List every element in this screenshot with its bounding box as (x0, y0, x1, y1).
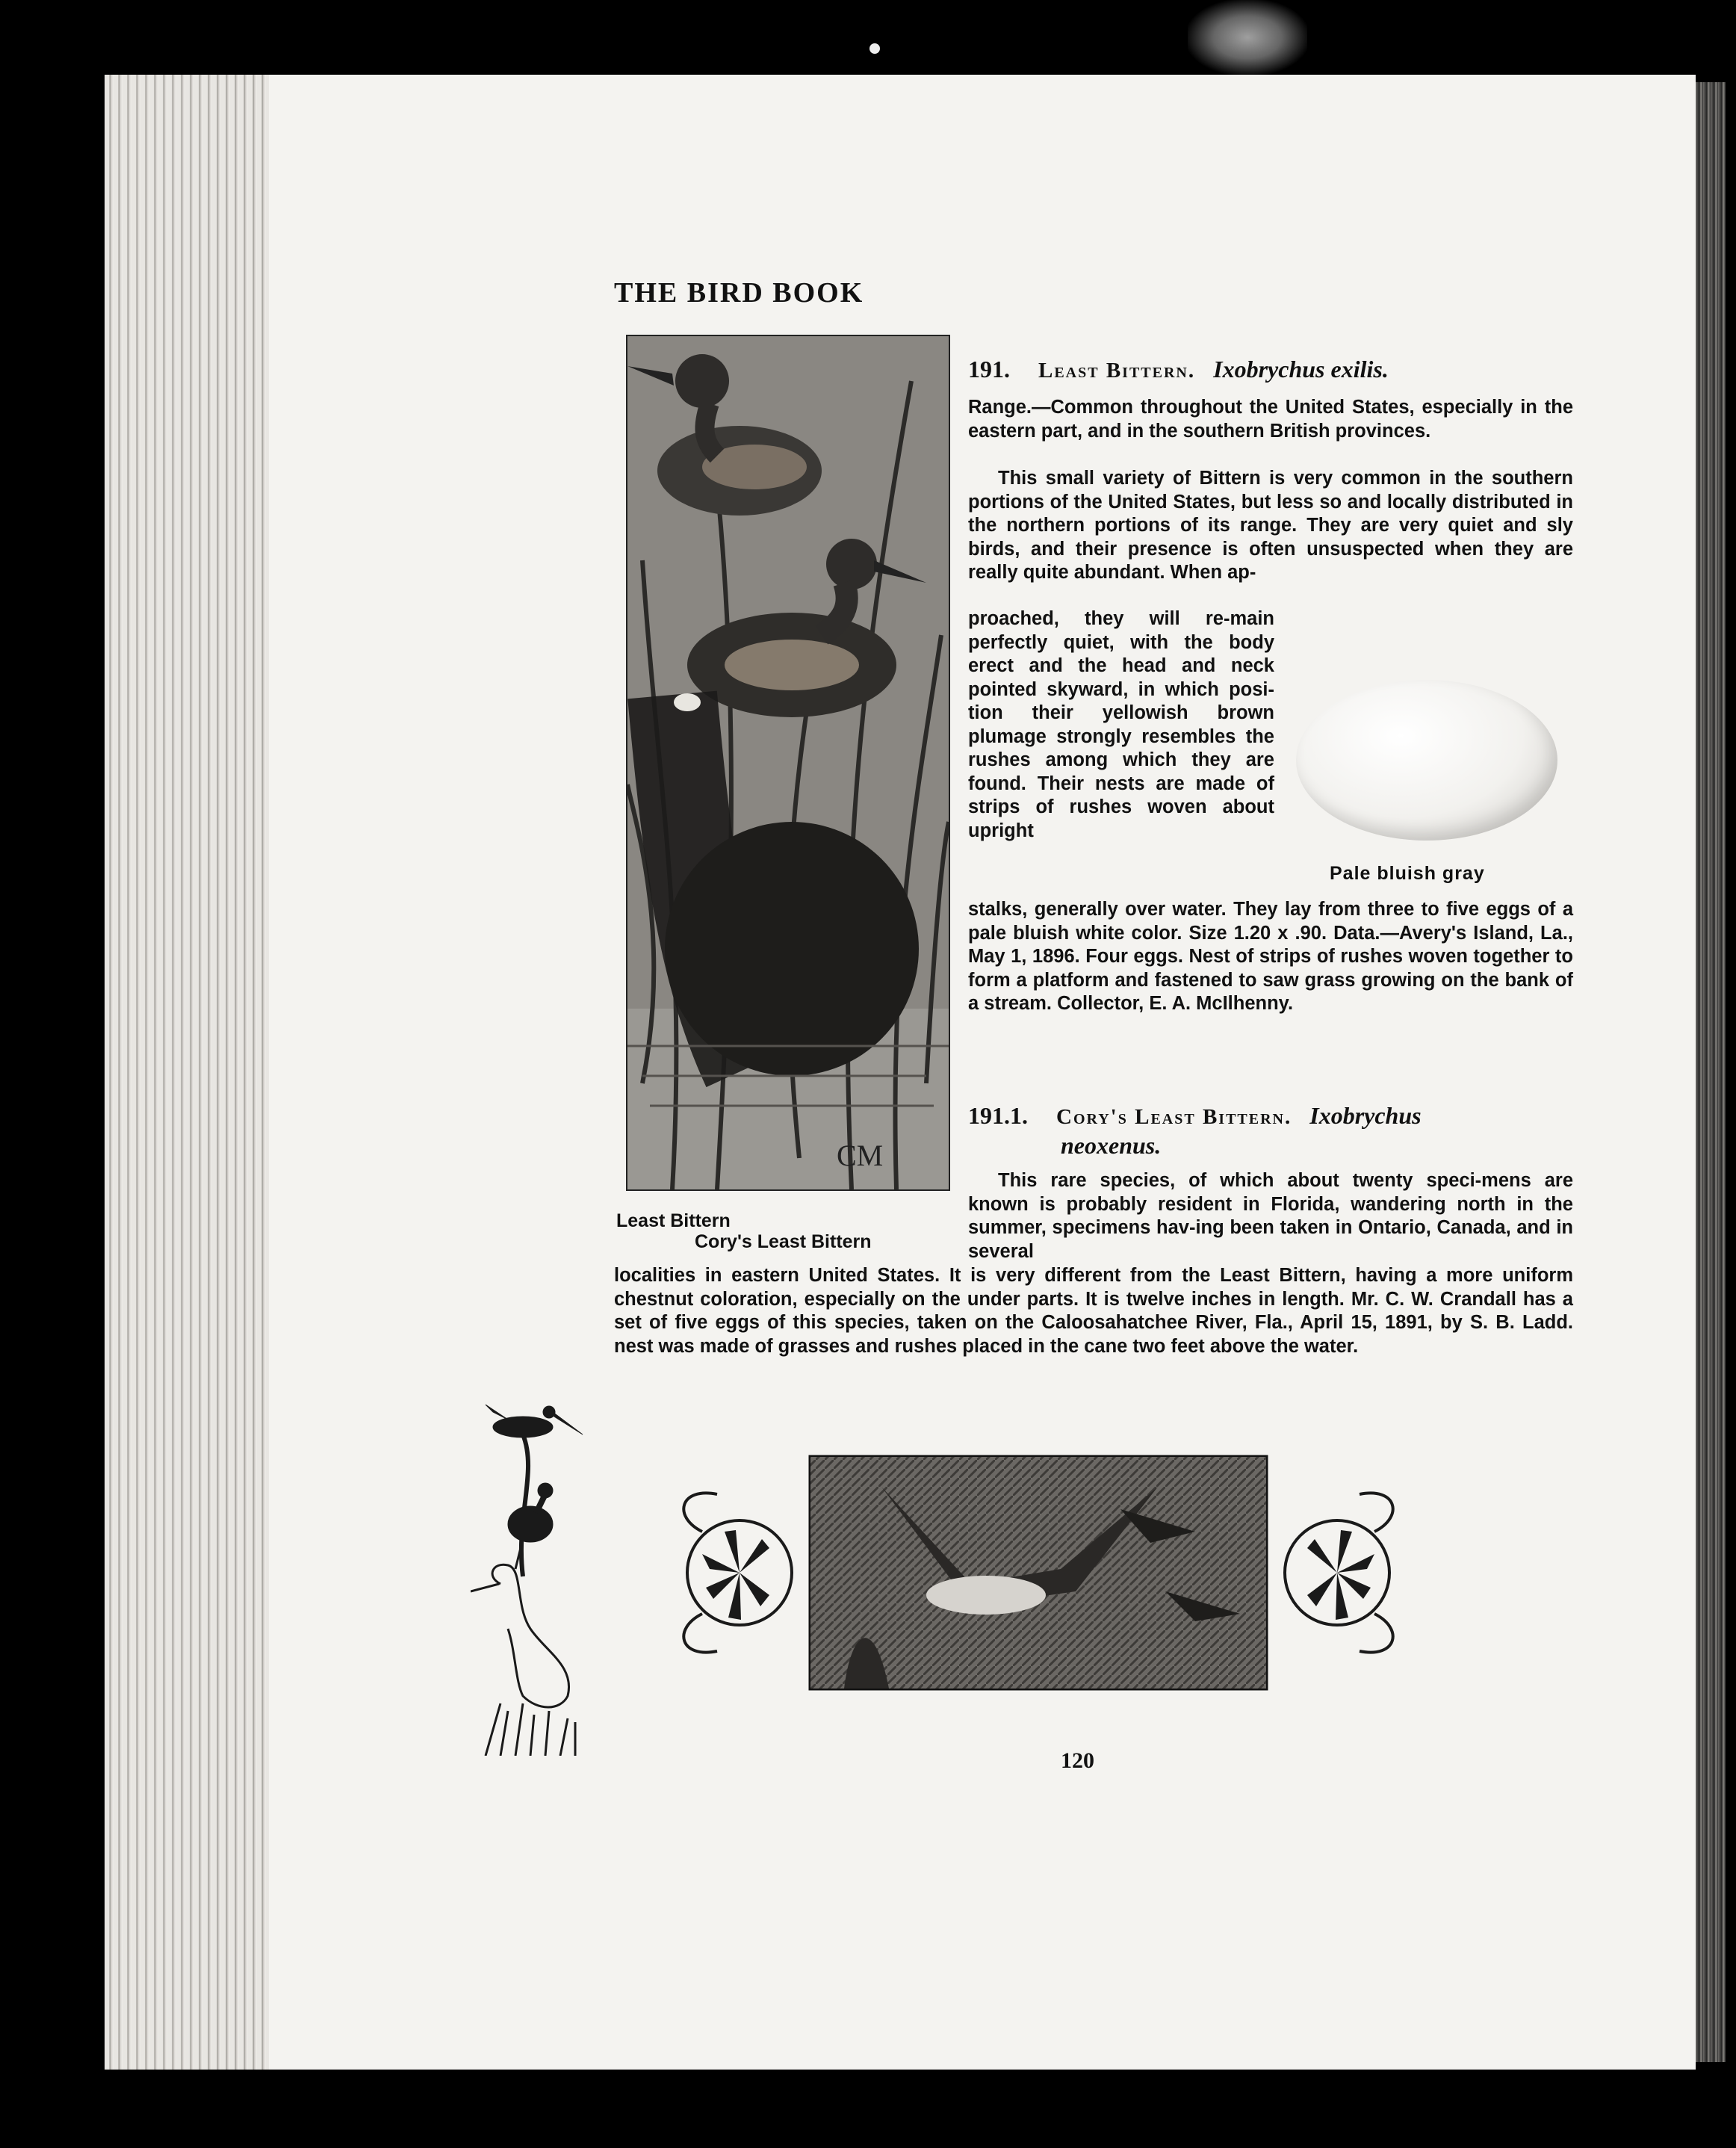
species-191-common-name: Least Bittern. (1038, 359, 1196, 383)
plate-caption (616, 1210, 872, 1252)
running-header: THE BIRD BOOK (614, 277, 864, 309)
species-191-1-paragraph-narrow: This rare species, of which about twenty speci-mens are known is probably resident in Florida, wandering north in the summer, specimens hav-ing been taken in Ontario, Canada, and in several (968, 1170, 1573, 1262)
species-191-1-scientific-name: Ixobrychus (1309, 1102, 1422, 1129)
egg-illustration (1296, 680, 1557, 841)
page-edges (105, 75, 269, 2070)
species-191-paragraph-wide: This small variety of Bittern is very common in the southern portions of the United States, but less so and locally distributed in the northern portions of its range. They are very quiet and sly birds, and their presence is often unsuspected when they are really quite abundant. When ap- (968, 468, 1573, 583)
species-191-1-paragraph-full: localities in eastern United States. It is very different from the Least Bittern, having a more uniform chestnut coloration, especially on the under parts. It is twelve inches in length. Mr. C. W. Crandall has a set of five eggs of this species, taken on the Caloosahatchee River, Fla., April 15, 1891, by S. B. Ladd. nest was made of grasses and rushes placed in the cane two feet above the water. (614, 1265, 1573, 1357)
species-191-paragraph-end: stalks, generally over water. They lay from three to five eggs of a pale bluish white color. Size 1.20 x .90. Data.—Avery's Island, La., May 1, 1896. Four eggs. Nest of strips of rushes woven together to form a platform and fastened to saw grass growing on the bank of a stream. Collector, E. A. McIlhenny. (968, 899, 1573, 1014)
species-191-range-text: Range.—Common throughout the United States, especially in the eastern part, and in the southern British provinces. (968, 397, 1573, 442)
species-191-1-heading-cont (1061, 1132, 1161, 1160)
scan-smudge (1188, 0, 1307, 75)
species-191-heading (968, 356, 1389, 383)
egg-caption: Pale bluish gray (1330, 863, 1485, 884)
page-number: 120 (1061, 1748, 1094, 1773)
species-191-number: 191. (968, 356, 1010, 383)
bittern-plate-illustration (626, 335, 950, 1191)
species-191-1-common-name: Cory's Least Bittern. (1056, 1105, 1292, 1129)
species-191-paragraph-narrow: proached, they will re-main perfectly quiet, with the body erect and the head and neck pointed skyward, in which posi-tion their yellowish brown plumage strongly resembles the rushes among which they are found. Their nests are made of strips of rushes woven about upright (968, 608, 1274, 841)
book-spine-edge (1696, 82, 1726, 2062)
scan-dot (869, 43, 880, 54)
species-191-range (968, 396, 1573, 443)
decorative-banner-illustration (672, 1442, 1404, 1703)
plate-caption-line2: Cory's Least Bittern (695, 1231, 872, 1252)
svg-text:CM: CM (837, 1139, 884, 1172)
plate-caption-line1: Least Bittern (616, 1210, 731, 1231)
species-191-1-scientific-name-cont: neoxenus. (1061, 1132, 1162, 1159)
species-191-1-heading (968, 1102, 1422, 1130)
heron-vignette-illustration (471, 1382, 590, 1756)
species-191-1-number: 191.1. (968, 1102, 1028, 1129)
species-191-scientific-name: Ixobrychus exilis. (1213, 356, 1389, 383)
